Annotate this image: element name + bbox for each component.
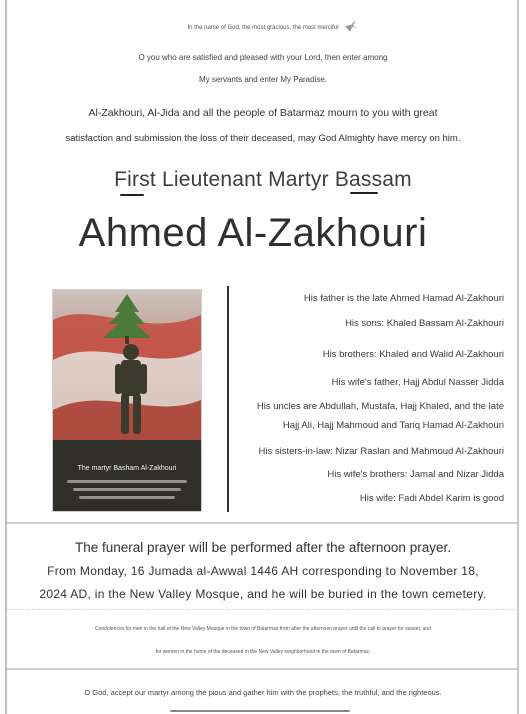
funeral-heading: The funeral prayer will be performed after the afternoon prayer. [75, 540, 451, 555]
verse-line-2: My servants and enter My Paradise. [198, 75, 328, 84]
condolences-line-2: for women in the home of the deceased in the New Valley neighborhood in the town of Batarmaz. [155, 649, 371, 655]
family-uncles-line-2: Hajj Ali, Hajj Mahmoud and Tariq Hamad Al-Zakhouri [282, 420, 504, 431]
photo-scene [53, 290, 201, 511]
family-uncles-line-1: His uncles are Abdullah, Mustafa, Hajj Khaled, and the late [256, 401, 504, 412]
mourn-line-1: Al-Zakhouri, Al-Jida and all the people of Batarmaz mourn to you with great [88, 107, 438, 119]
funeral-line-1: From Monday, 16 Jumada al-Awwal 1446 AH corresponding to November 18, [47, 564, 479, 578]
arabic-script-line [73, 488, 181, 491]
family-wifes-father: His wife's father, Hajj Abdul Nasser Jidda [331, 377, 504, 388]
family-sons: His sons: Khaled Bassam Al-Zakhouri [345, 318, 504, 329]
martyr-name-title: Ahmed Al-Zakhouri [78, 211, 428, 255]
basmala-text: In the name of God, the most gracious, the most merciful [187, 25, 339, 31]
arabic-script-line [79, 496, 175, 499]
family-brothers: His brothers: Khaled and Walid Al-Zakhouri [322, 349, 504, 360]
vertical-divider [227, 286, 229, 512]
condolences-line-1: Condolences for men in the hall of the New Valley Mosque in the town of Batarmaz from after the afternoon prayer until the call to prayer for sunset, and [95, 626, 431, 632]
family-sisters-in-law: His sisters-in-law: Nizar Raslan and Mahmoud Al-Zakhouri [258, 446, 504, 457]
arabic-script-line [67, 480, 187, 483]
family-wifes-brothers: His wife's brothers: Jamal and Nizar Jidda [327, 469, 504, 480]
cut-off-text-line [170, 710, 350, 712]
mourn-line-2: satisfaction and submission the loss of their deceased, may God Almighty have mercy on him. [65, 133, 461, 144]
ink-mark [350, 192, 378, 194]
section-rule [7, 522, 519, 524]
footer-prayer: O God, accept our martyr among the pious and gather him with the prophets, the truthful, and the righteous. [84, 688, 442, 697]
photo-caption: The martyr Basham Al-Zakhouri [77, 465, 177, 472]
martyr-photo [52, 289, 202, 512]
section-rule [7, 668, 519, 670]
funeral-line-2: 2024 AD, in the New Valley Mosque, and he will be buried in the town cemetery. [39, 587, 487, 601]
verse-line-1: O you who are satisfied and pleased with your Lord, then enter among [138, 53, 388, 62]
family-wife: His wife: Fadi Abdel Karim is good [359, 493, 504, 504]
rank-title: First Lieutenant Martyr Bassam [114, 168, 412, 191]
family-father: His father is the late Ahmed Hamad Al-Zakhouri [303, 293, 504, 304]
ink-mark [120, 194, 144, 196]
section-rule [7, 609, 519, 610]
